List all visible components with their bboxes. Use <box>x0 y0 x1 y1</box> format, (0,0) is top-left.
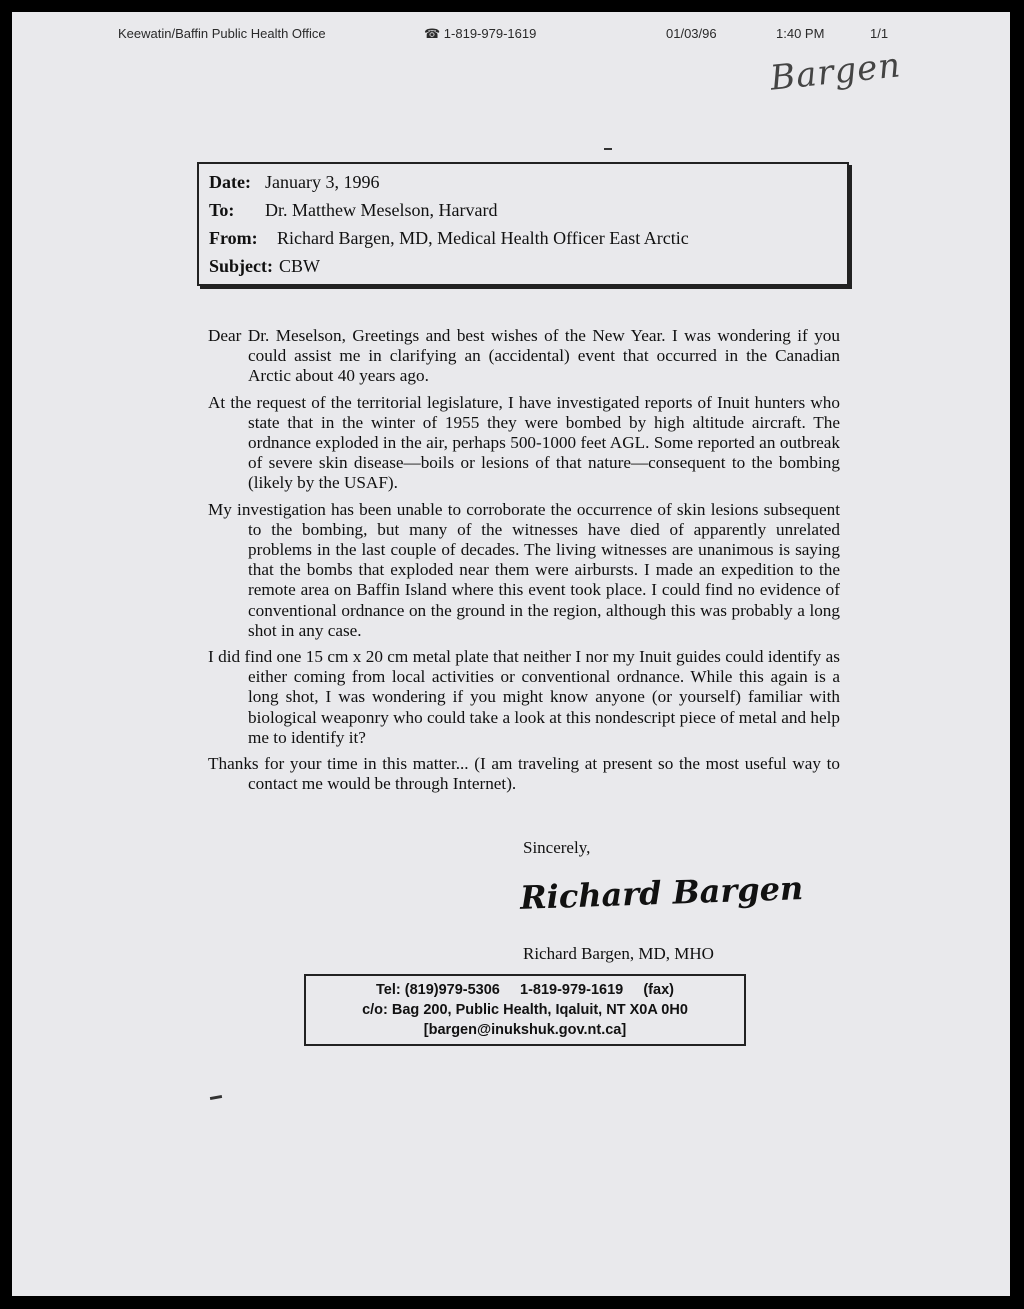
memo-subject-value: CBW <box>279 256 321 276</box>
contact-box <box>304 974 746 1046</box>
memo-to-row <box>209 196 847 224</box>
memo-from-label: From: <box>209 228 258 248</box>
fax-date: 01/03/96 <box>666 26 717 41</box>
closing-text: Sincerely, <box>523 838 591 857</box>
memo-date-value: January 3, 1996 <box>265 172 380 192</box>
memo-to-value: Dr. Matthew Meselson, Harvard <box>265 200 498 220</box>
memo-date-label: Date: <box>209 172 251 192</box>
fax-header <box>12 26 1010 46</box>
fax-phone: ☎ 1-819-979-1619 <box>424 26 537 41</box>
fax-page-count: 1/1 <box>870 26 889 41</box>
paragraph-findings: My investigation has been unable to corroborate the occurrence of skin lesions subsequent to the bombing, but many of the witnesses have died of apparently unrelated problems in the last couple of decades. The living witnesses are unanimous is saying that the bombs that exploded near them were airbursts. I made an expedition to the remote area on Baffin Island where this event took place. I could find no evidence of conventional ordnance on the ground in the region, although this was probably a long shot in any case. <box>208 499 840 640</box>
memo-from-value: Richard Bargen, MD, Medical Health Officer East Arctic <box>277 228 689 248</box>
scan-speck <box>604 148 612 150</box>
signature: Richard Bargen <box>519 869 804 917</box>
paragraph-thanks: Thanks for your time in this matter... (I am traveling at present so the most useful way to contact me would be through Internet). <box>208 754 840 794</box>
paragraph-investigation: At the request of the territorial legislature, I have investigated reports of Inuit hunters who state that in the winter of 1955 they were bombed by high altitude aircraft. The ordnance exploded in the air, perhaps 500-1000 feet AGL. Some reported an outbreak of severe skin disease—boils or lesions of that nature—consequent to the bombing (likely by the USAF). <box>208 392 840 493</box>
letter-body <box>208 326 840 800</box>
memo-subject-label: Subject: <box>209 256 273 276</box>
fax-sender: Keewatin/Baffin Public Health Office <box>118 26 326 41</box>
contact-address-line: c/o: Bag 200, Public Health, Iqaluit, NT X0A 0H0 <box>362 1002 688 1018</box>
memo-header-box <box>197 162 849 286</box>
memo-to-label: To: <box>209 200 235 220</box>
scan-speck <box>210 1095 222 1100</box>
memo-date-row <box>209 168 847 196</box>
contact-phone-line: Tel: (819)979-5306 1-819-979-1619 (fax) <box>376 982 674 998</box>
document-page <box>12 12 1010 1296</box>
fax-time: 1:40 PM <box>776 26 825 41</box>
signoff-name: Richard Bargen, MD, MHO <box>523 944 714 963</box>
memo-from-row <box>209 224 847 252</box>
paragraph-metal-plate: I did find one 15 cm x 20 cm metal plate that neither I nor my Inuit guides could identify as either coming from local activities or conventional ordnance. While this again is a long shot, I was wondering if you might know anyone (or yourself) familiar with biological weaponry who could take a look at this nondescript piece of metal and help me to identify it? <box>208 647 840 747</box>
memo-subject-row <box>209 252 847 280</box>
contact-email-line: [bargen@inukshuk.gov.nt.ca] <box>423 1022 627 1038</box>
handwritten-annotation: Bargen <box>768 45 904 99</box>
paragraph-greeting: Dear Dr. Meselson, Greetings and best wishes of the New Year. I was wondering if you could assist me in clarifying an (accidental) event that occurred in the Canadian Arctic about 40 years ago. <box>208 326 840 386</box>
